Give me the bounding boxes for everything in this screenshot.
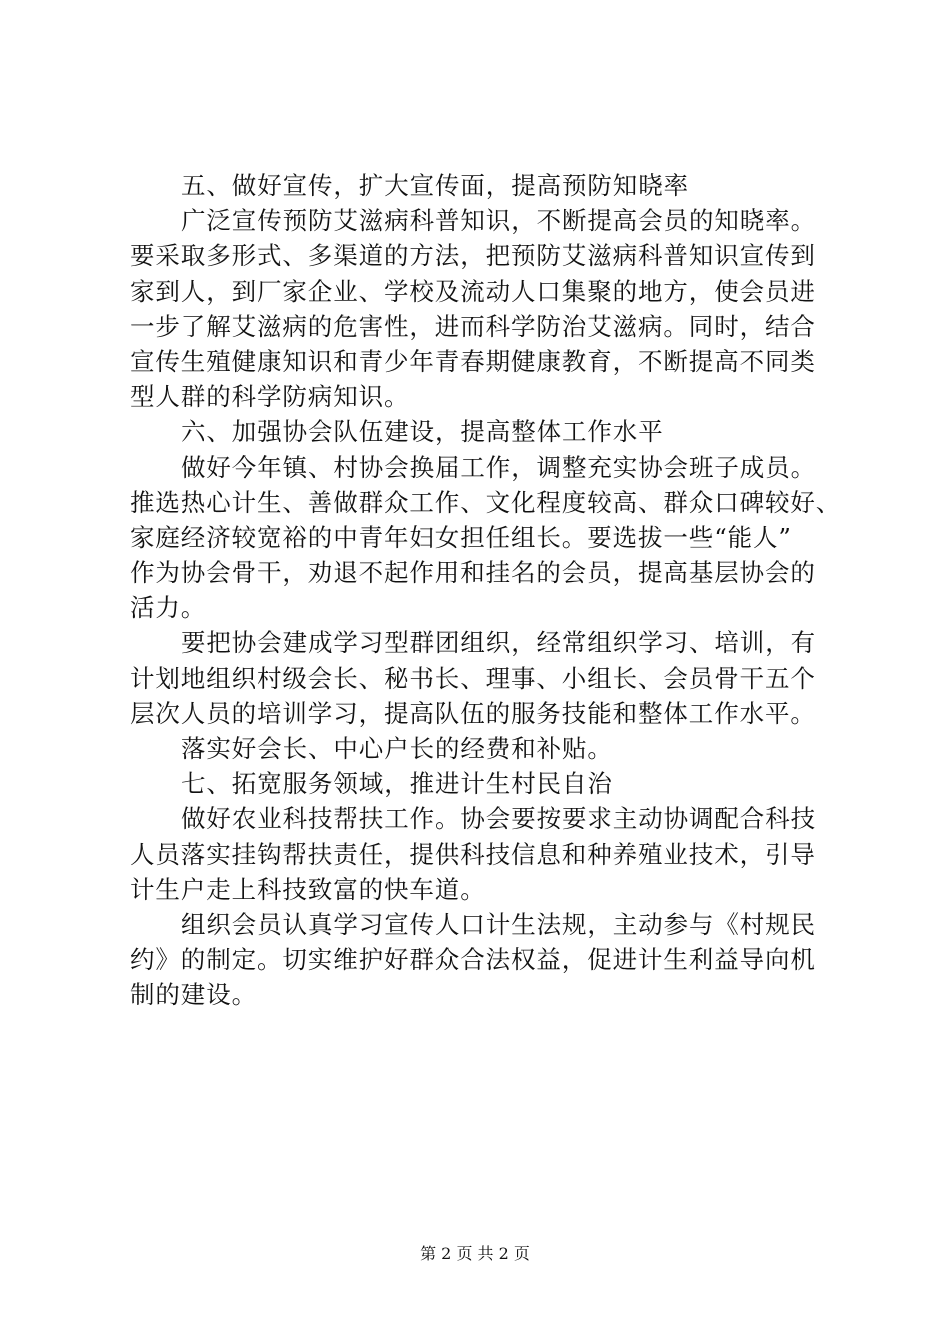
document-body (130, 168, 842, 1013)
paragraph-line: 做好今年镇、村协会换届工作，调整充实协会班子成员。 (181, 452, 816, 482)
page-number-footer: 第 2 页 共 2 页 (420, 1244, 530, 1263)
paragraph-line: 制的建设。 (130, 980, 257, 1010)
paragraph-line: 家到人，到厂家企业、学校及流动人口集聚的地方，使会员进 (130, 276, 816, 306)
paragraph-line: 一步了解艾滋病的危害性，进而科学防治艾滋病。同时，结合 (130, 311, 816, 341)
paragraph-line: 计生户走上科技致富的快车道。 (130, 874, 486, 904)
paragraph-line: 落实好会长、中心户长的经费和补贴。 (181, 734, 613, 763)
paragraph-line: 型人群的科学防病知识。 (130, 382, 410, 412)
section-heading-5: 五、做好宣传，扩大宣传面，提高预防知晓率 (181, 171, 689, 200)
paragraph-line: 层次人员的培训学习，提高队伍的服务技能和整体工作水平。 (130, 698, 816, 728)
paragraph-line: 约》的制定。切实维护好群众合法权益，促进计生利益导向机 (130, 945, 816, 975)
paragraph-line: 做好农业科技帮扶工作。协会要按要求主动协调配合科技 (181, 804, 816, 834)
paragraph-line: 要采取多形式、多渠道的方法，把预防艾滋病科普知识宣传到 (130, 241, 816, 271)
paragraph-line: 宣传生殖健康知识和青少年青春期健康教育，不断提高不同类 (130, 346, 816, 376)
paragraph-line: 活力。 (130, 593, 207, 623)
paragraph-line: 作为协会骨干，劝退不起作用和挂名的会员，提高基层协会的 (130, 558, 816, 588)
paragraph-line: 组织会员认真学习宣传人口计生法规，主动参与《村规民 (181, 909, 816, 939)
section-heading-6: 六、加强协会队伍建设，提高整体工作水平 (181, 417, 664, 447)
paragraph-line: 家庭经济较宽裕的中青年妇女担任组长。要选拔一些“能人” (130, 522, 792, 552)
paragraph-line: 要把协会建成学习型群团组织，经常组织学习、培训，有 (181, 628, 816, 658)
paragraph-line: 人员落实挂钩帮扶责任，提供科技信息和种养殖业技术，引导 (130, 839, 816, 869)
paragraph-line: 广泛宣传预防艾滋病科普知识，不断提高会员的知晓率。 (181, 206, 816, 236)
paragraph-line: 计划地组织村级会长、秘书长、理事、小组长、会员骨干五个 (130, 663, 816, 693)
paragraph-line: 推选热心计生、善做群众工作、文化程度较高、群众口碑较好、 (130, 487, 842, 517)
section-heading-7: 七、拓宽服务领域，推进计生村民自治 (181, 769, 613, 799)
